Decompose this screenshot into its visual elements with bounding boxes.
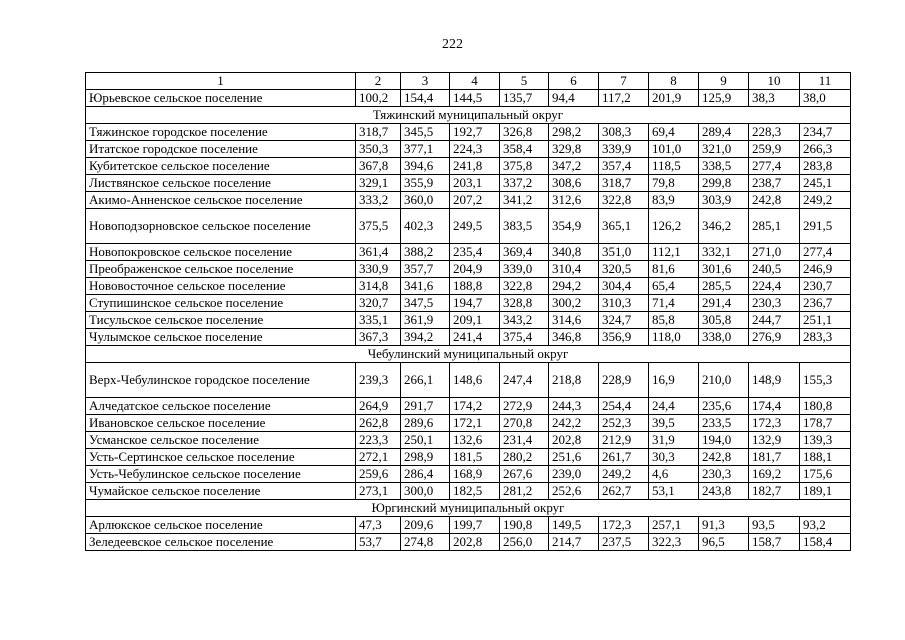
table-cell: 286,4 (401, 466, 450, 483)
settlement-name: Усть-Чебулинское сельское поселение (86, 466, 356, 483)
table-cell: 231,4 (500, 432, 549, 449)
table-cell: 266,1 (401, 363, 450, 398)
table-cell: 224,3 (450, 141, 500, 158)
table-cell: 301,6 (699, 261, 749, 278)
table-cell: 203,1 (450, 175, 500, 192)
table-cell: 244,3 (549, 398, 599, 415)
table-row (86, 124, 851, 141)
table-cell: 214,7 (549, 534, 599, 551)
table-cell: 65,4 (649, 278, 699, 295)
table-cell: 224,4 (749, 278, 800, 295)
table-cell: 85,8 (649, 312, 699, 329)
table-cell: 239,3 (356, 363, 401, 398)
table-cell: 367,8 (356, 158, 401, 175)
table-cell: 326,8 (500, 124, 549, 141)
table-cell: 180,8 (800, 398, 851, 415)
section-title: Юргинский муниципальный округ (86, 500, 851, 517)
table-cell: 47,3 (356, 517, 401, 534)
table-cell: 254,4 (599, 398, 649, 415)
table-cell: 298,2 (549, 124, 599, 141)
table-cell: 228,9 (599, 363, 649, 398)
table-cell: 168,9 (450, 466, 500, 483)
table-cell: 340,8 (549, 244, 599, 261)
table-cell: 201,9 (649, 90, 699, 107)
table-cell: 310,4 (549, 261, 599, 278)
table-cell: 330,9 (356, 261, 401, 278)
table-cell: 118,0 (649, 329, 699, 346)
table-cell: 328,8 (500, 295, 549, 312)
table-cell: 357,4 (599, 158, 649, 175)
table-cell: 341,6 (401, 278, 450, 295)
table-cell: 338,5 (699, 158, 749, 175)
table-cell: 280,2 (500, 449, 549, 466)
table-cell: 199,7 (450, 517, 500, 534)
table-row (86, 192, 851, 209)
table-row (86, 244, 851, 261)
table-cell: 365,1 (599, 209, 649, 244)
table-cell: 341,2 (500, 192, 549, 209)
table-cell: 172,3 (599, 517, 649, 534)
table-cell: 204,9 (450, 261, 500, 278)
table-row (86, 141, 851, 158)
table-cell: 351,0 (599, 244, 649, 261)
table-cell: 320,5 (599, 261, 649, 278)
settlement-name: Зеледеевское сельское поселение (86, 534, 356, 551)
table-cell: 154,4 (401, 90, 450, 107)
table-cell: 308,3 (599, 124, 649, 141)
table-cell: 223,3 (356, 432, 401, 449)
column-header: 5 (500, 73, 549, 90)
table-cell: 312,6 (549, 192, 599, 209)
table-row (86, 534, 851, 551)
table-cell: 300,2 (549, 295, 599, 312)
table-cell: 343,2 (500, 312, 549, 329)
table-cell: 158,7 (749, 534, 800, 551)
table-cell: 132,9 (749, 432, 800, 449)
table-cell: 358,4 (500, 141, 549, 158)
table-cell: 209,6 (401, 517, 450, 534)
table-cell: 249,5 (450, 209, 500, 244)
table-cell: 272,1 (356, 449, 401, 466)
table-cell: 139,3 (800, 432, 851, 449)
table-cell: 360,0 (401, 192, 450, 209)
table-cell: 117,2 (599, 90, 649, 107)
table-cell: 308,6 (549, 175, 599, 192)
table-row (86, 278, 851, 295)
table-cell: 256,0 (500, 534, 549, 551)
table-cell: 194,0 (699, 432, 749, 449)
table-cell: 333,2 (356, 192, 401, 209)
table-cell: 329,8 (549, 141, 599, 158)
table-cell: 31,9 (649, 432, 699, 449)
table-row (86, 517, 851, 534)
table-cell: 259,9 (749, 141, 800, 158)
table-cell: 322,3 (649, 534, 699, 551)
table-cell: 250,1 (401, 432, 450, 449)
table-cell: 155,3 (800, 363, 851, 398)
table-cell: 135,7 (500, 90, 549, 107)
table-cell: 38,3 (749, 90, 800, 107)
table-cell: 100,2 (356, 90, 401, 107)
column-header: 10 (749, 73, 800, 90)
table-row (86, 312, 851, 329)
table-cell: 276,9 (749, 329, 800, 346)
table-cell: 174,2 (450, 398, 500, 415)
settlement-name: Нововосточное сельское поселение (86, 278, 356, 295)
table-cell: 270,8 (500, 415, 549, 432)
table-cell: 285,1 (749, 209, 800, 244)
table-cell: 182,7 (749, 483, 800, 500)
table-cell: 230,3 (699, 466, 749, 483)
table-cell: 252,3 (599, 415, 649, 432)
table-cell: 361,9 (401, 312, 450, 329)
table-cell: 209,1 (450, 312, 500, 329)
column-header: 2 (356, 73, 401, 90)
table-cell: 174,4 (749, 398, 800, 415)
table-cell: 188,8 (450, 278, 500, 295)
table-cell: 101,0 (649, 141, 699, 158)
table-cell: 339,9 (599, 141, 649, 158)
section-title: Тяжинский муниципальный округ (86, 107, 851, 124)
table-cell: 210,0 (699, 363, 749, 398)
table-row (86, 432, 851, 449)
table-cell: 71,4 (649, 295, 699, 312)
table-cell: 53,1 (649, 483, 699, 500)
table-cell: 239,0 (549, 466, 599, 483)
table-cell: 81,6 (649, 261, 699, 278)
table-cell: 346,2 (699, 209, 749, 244)
table-row (86, 483, 851, 500)
table-cell: 246,9 (800, 261, 851, 278)
table-cell: 144,5 (450, 90, 500, 107)
table-cell: 329,1 (356, 175, 401, 192)
table-cell: 299,8 (699, 175, 749, 192)
table-cell: 303,9 (699, 192, 749, 209)
settlement-name: Верх-Чебулинское городское поселение (86, 363, 356, 398)
settlement-name: Ступишинское сельское поселение (86, 295, 356, 312)
table-cell: 283,8 (800, 158, 851, 175)
table-cell: 244,7 (749, 312, 800, 329)
table-cell: 264,9 (356, 398, 401, 415)
table-row (86, 158, 851, 175)
table-cell: 337,2 (500, 175, 549, 192)
table-cell: 112,1 (649, 244, 699, 261)
table-cell: 249,2 (800, 192, 851, 209)
table-cell: 291,5 (800, 209, 851, 244)
table-cell: 242,2 (549, 415, 599, 432)
table-cell: 243,8 (699, 483, 749, 500)
settlement-name: Тисульское сельское поселение (86, 312, 356, 329)
settlement-name: Новоподзорновское сельское поселение (86, 209, 356, 244)
table-cell: 310,3 (599, 295, 649, 312)
table-cell: 202,8 (450, 534, 500, 551)
table-cell: 126,2 (649, 209, 699, 244)
table-cell: 294,2 (549, 278, 599, 295)
table-cell: 266,3 (800, 141, 851, 158)
data-table (85, 72, 851, 551)
column-header: 11 (800, 73, 851, 90)
table-row (86, 466, 851, 483)
table-cell: 93,2 (800, 517, 851, 534)
table-row (86, 449, 851, 466)
table-cell: 318,7 (356, 124, 401, 141)
table-row (86, 90, 851, 107)
table-cell: 79,8 (649, 175, 699, 192)
table-cell: 355,9 (401, 175, 450, 192)
settlement-name: Акимо-Анненское сельское поселение (86, 192, 356, 209)
section-row (86, 500, 851, 517)
table-cell: 267,6 (500, 466, 549, 483)
settlement-name: Новопокровское сельское поселение (86, 244, 356, 261)
table-cell: 207,2 (450, 192, 500, 209)
table-cell: 251,1 (800, 312, 851, 329)
settlement-name: Чулымское сельское поселение (86, 329, 356, 346)
table-cell: 247,4 (500, 363, 549, 398)
table-cell: 245,1 (800, 175, 851, 192)
settlement-name: Итатское городское поселение (86, 141, 356, 158)
table-cell: 94,4 (549, 90, 599, 107)
settlement-name: Алчедатское сельское поселение (86, 398, 356, 415)
table-cell: 262,8 (356, 415, 401, 432)
table-cell: 230,3 (749, 295, 800, 312)
table-cell: 158,4 (800, 534, 851, 551)
table-cell: 212,9 (599, 432, 649, 449)
column-header: 9 (699, 73, 749, 90)
table-cell: 318,7 (599, 175, 649, 192)
table-cell: 261,7 (599, 449, 649, 466)
table-cell: 181,5 (450, 449, 500, 466)
table-cell: 375,4 (500, 329, 549, 346)
table-cell: 332,1 (699, 244, 749, 261)
table-cell: 305,8 (699, 312, 749, 329)
table-cell: 194,7 (450, 295, 500, 312)
table-cell: 272,9 (500, 398, 549, 415)
table-cell: 291,4 (699, 295, 749, 312)
table-cell: 178,7 (800, 415, 851, 432)
table-cell: 271,0 (749, 244, 800, 261)
table-cell: 320,7 (356, 295, 401, 312)
table-cell: 241,8 (450, 158, 500, 175)
column-header: 3 (401, 73, 450, 90)
table-cell: 345,5 (401, 124, 450, 141)
table-cell: 30,3 (649, 449, 699, 466)
table-cell: 339,0 (500, 261, 549, 278)
table-cell: 347,5 (401, 295, 450, 312)
table-cell: 346,8 (549, 329, 599, 346)
table-cell: 273,1 (356, 483, 401, 500)
table-row (86, 261, 851, 278)
table-row (86, 415, 851, 432)
table-cell: 175,6 (800, 466, 851, 483)
settlement-name: Тяжинское городское поселение (86, 124, 356, 141)
table-cell: 369,4 (500, 244, 549, 261)
table-cell: 383,5 (500, 209, 549, 244)
column-header: 6 (549, 73, 599, 90)
table-cell: 148,9 (749, 363, 800, 398)
table-cell: 356,9 (599, 329, 649, 346)
column-header: 7 (599, 73, 649, 90)
settlement-name: Юрьевское сельское поселение (86, 90, 356, 107)
table-row (86, 175, 851, 192)
table-cell: 234,7 (800, 124, 851, 141)
table-cell: 257,1 (649, 517, 699, 534)
settlement-name: Листвянское сельское поселение (86, 175, 356, 192)
table-cell: 39,5 (649, 415, 699, 432)
table-cell: 335,1 (356, 312, 401, 329)
table-cell: 83,9 (649, 192, 699, 209)
section-title: Чебулинский муниципальный округ (86, 346, 851, 363)
table-cell: 277,4 (800, 244, 851, 261)
table-cell: 240,5 (749, 261, 800, 278)
table-cell: 91,3 (699, 517, 749, 534)
settlement-name: Усманское сельское поселение (86, 432, 356, 449)
table-cell: 304,4 (599, 278, 649, 295)
table-cell: 298,9 (401, 449, 450, 466)
table-cell: 182,5 (450, 483, 500, 500)
table-cell: 377,1 (401, 141, 450, 158)
table-cell: 96,5 (699, 534, 749, 551)
table-cell: 53,7 (356, 534, 401, 551)
table-cell: 347,2 (549, 158, 599, 175)
table-cell: 242,8 (749, 192, 800, 209)
section-row (86, 346, 851, 363)
table-cell: 283,3 (800, 329, 851, 346)
table-cell: 149,5 (549, 517, 599, 534)
table-cell: 291,7 (401, 398, 450, 415)
table-cell: 132,6 (450, 432, 500, 449)
table-cell: 402,3 (401, 209, 450, 244)
settlement-name: Ивановское сельское поселение (86, 415, 356, 432)
table-cell: 69,4 (649, 124, 699, 141)
table-cell: 148,6 (450, 363, 500, 398)
table-cell: 274,8 (401, 534, 450, 551)
table-cell: 230,7 (800, 278, 851, 295)
table-row (86, 363, 851, 398)
column-header: 4 (450, 73, 500, 90)
settlement-name: Кубитетское сельское поселение (86, 158, 356, 175)
settlement-name: Чумайское сельское поселение (86, 483, 356, 500)
table-cell: 4,6 (649, 466, 699, 483)
column-header: 8 (649, 73, 699, 90)
table-cell: 16,9 (649, 363, 699, 398)
table-cell: 238,7 (749, 175, 800, 192)
table-cell: 169,2 (749, 466, 800, 483)
table-cell: 314,6 (549, 312, 599, 329)
table-cell: 237,5 (599, 534, 649, 551)
table-row (86, 329, 851, 346)
table-cell: 181,7 (749, 449, 800, 466)
table-cell: 324,7 (599, 312, 649, 329)
settlement-name: Преображенское сельское поселение (86, 261, 356, 278)
table-cell: 233,5 (699, 415, 749, 432)
table-cell: 188,1 (800, 449, 851, 466)
table-cell: 93,5 (749, 517, 800, 534)
table-cell: 24,4 (649, 398, 699, 415)
table-cell: 357,7 (401, 261, 450, 278)
table-cell: 228,3 (749, 124, 800, 141)
settlement-name: Арлюкское сельское поселение (86, 517, 356, 534)
table-cell: 300,0 (401, 483, 450, 500)
table-cell: 190,8 (500, 517, 549, 534)
table-cell: 285,5 (699, 278, 749, 295)
table-header-row (86, 73, 851, 90)
table-cell: 192,7 (450, 124, 500, 141)
table-cell: 289,6 (401, 415, 450, 432)
table-cell: 322,8 (599, 192, 649, 209)
table-cell: 375,8 (500, 158, 549, 175)
table-row (86, 295, 851, 312)
table-row (86, 209, 851, 244)
table-cell: 367,3 (356, 329, 401, 346)
table-cell: 235,4 (450, 244, 500, 261)
table-cell: 394,6 (401, 158, 450, 175)
table-cell: 172,3 (749, 415, 800, 432)
table-cell: 202,8 (549, 432, 599, 449)
table-cell: 350,3 (356, 141, 401, 158)
table-cell: 314,8 (356, 278, 401, 295)
table-cell: 277,4 (749, 158, 800, 175)
table-cell: 281,2 (500, 483, 549, 500)
table-cell: 218,8 (549, 363, 599, 398)
table-cell: 321,0 (699, 141, 749, 158)
table-cell: 354,9 (549, 209, 599, 244)
table-cell: 235,6 (699, 398, 749, 415)
table-cell: 259,6 (356, 466, 401, 483)
table-cell: 388,2 (401, 244, 450, 261)
table-cell: 375,5 (356, 209, 401, 244)
table-cell: 262,7 (599, 483, 649, 500)
table-cell: 172,1 (450, 415, 500, 432)
table-cell: 361,4 (356, 244, 401, 261)
table-cell: 394,2 (401, 329, 450, 346)
table-cell: 251,6 (549, 449, 599, 466)
page-number: 222 (442, 37, 463, 52)
table-cell: 236,7 (800, 295, 851, 312)
section-row (86, 107, 851, 124)
table-cell: 242,8 (699, 449, 749, 466)
table-cell: 289,4 (699, 124, 749, 141)
table-cell: 322,8 (500, 278, 549, 295)
table-cell: 189,1 (800, 483, 851, 500)
table-cell: 249,2 (599, 466, 649, 483)
settlement-name: Усть-Сертинское сельское поселение (86, 449, 356, 466)
table-cell: 118,5 (649, 158, 699, 175)
table-cell: 241,4 (450, 329, 500, 346)
table-cell: 38,0 (800, 90, 851, 107)
table-row (86, 398, 851, 415)
table-cell: 252,6 (549, 483, 599, 500)
table-cell: 125,9 (699, 90, 749, 107)
column-header: 1 (86, 73, 356, 90)
table-cell: 338,0 (699, 329, 749, 346)
